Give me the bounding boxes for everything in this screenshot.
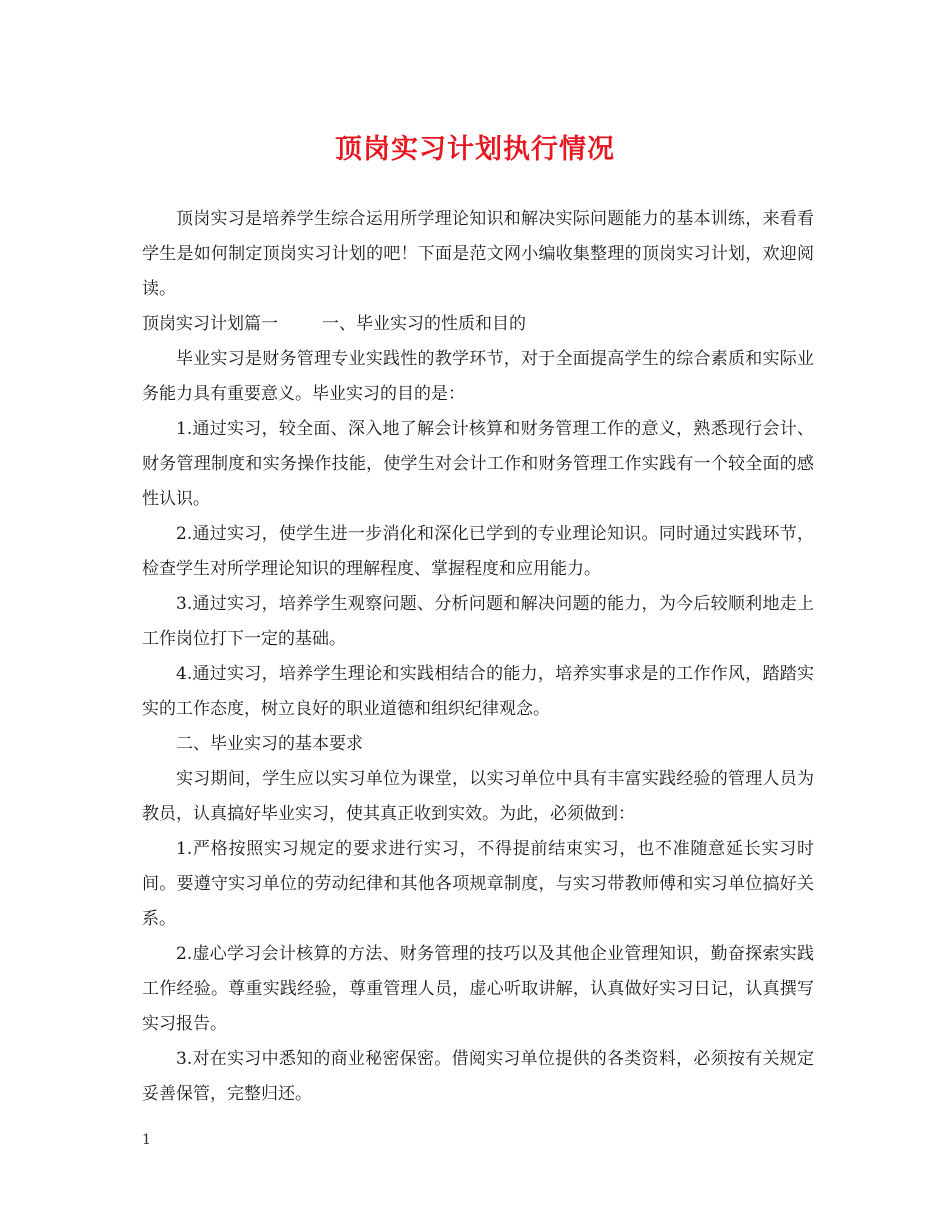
page-number: 1 [142, 1132, 151, 1148]
list-item: 2.虚心学习会计核算的方法、财务管理的技巧以及其他企业管理知识，勤奋探索实践工作经验。尊重实践经验，尊重管理人员，虚心听取讲解，认真做好实习日记，认真撰写实习报告。 [142, 944, 814, 1034]
list-item: 1.通过实习，较全面、深入地了解会计核算和财务管理工作的意义，熟悉现行会计、财务管理制度和实务操作技能，使学生对会计工作和财务管理工作实践有一个较全面的感性认识。 [142, 419, 814, 509]
document-body [142, 202, 814, 1112]
document-title: 顶岗实习计划执行情况 [335, 134, 615, 165]
body-paragraph: 实习期间，学生应以实习单位为课堂，以实习单位中具有丰富实践经验的管理人员为教员，认真搞好毕业实习，使其真正收到实效。为此，必须做到： [142, 769, 814, 824]
body-paragraph: 毕业实习是财务管理专业实践性的教学环节，对于全面提高学生的综合素质和实际业务能力具有重要意义。毕业实习的目的是： [142, 349, 814, 404]
section-heading: 一、毕业实习的性质和目的 [322, 314, 526, 334]
list-item: 3.对在实习中悉知的商业秘密保密。借阅实习单位提供的各类资料，必须按有关规定妥善保管，完整归还。 [142, 1049, 814, 1104]
list-item: 1.严格按照实习规定的要求进行实习，不得提前结束实习，也不准随意延长实习时间。要遵守实习单位的劳动纪律和其他各项规章制度，与实习带教师傅和实习单位搞好关系。 [142, 839, 814, 929]
section-heading-line [142, 307, 814, 342]
list-item: 2.通过实习，使学生进一步消化和深化已学到的专业理论知识。同时通过实践环节，检查学生对所学理论知识的理解程度、掌握程度和应用能力。 [142, 524, 814, 579]
intro-paragraph: 顶岗实习是培养学生综合运用所学理论知识和解决实际问题能力的基本训练，来看看学生是如何制定顶岗实习计划的吧！下面是范文网小编收集整理的顶岗实习计划，欢迎阅读。 [142, 209, 814, 299]
section-heading: 二、毕业实习的基本要求 [176, 734, 363, 754]
part-label: 顶岗实习计划篇一 [142, 314, 278, 334]
list-item: 3.通过实习，培养学生观察问题、分析问题和解决问题的能力，为今后较顺利地走上工作岗位打下一定的基础。 [142, 594, 814, 649]
list-item: 4.通过实习，培养学生理论和实践相结合的能力，培养实事求是的工作作风，踏踏实实的工作态度，树立良好的职业道德和组织纪律观念。 [142, 664, 814, 719]
